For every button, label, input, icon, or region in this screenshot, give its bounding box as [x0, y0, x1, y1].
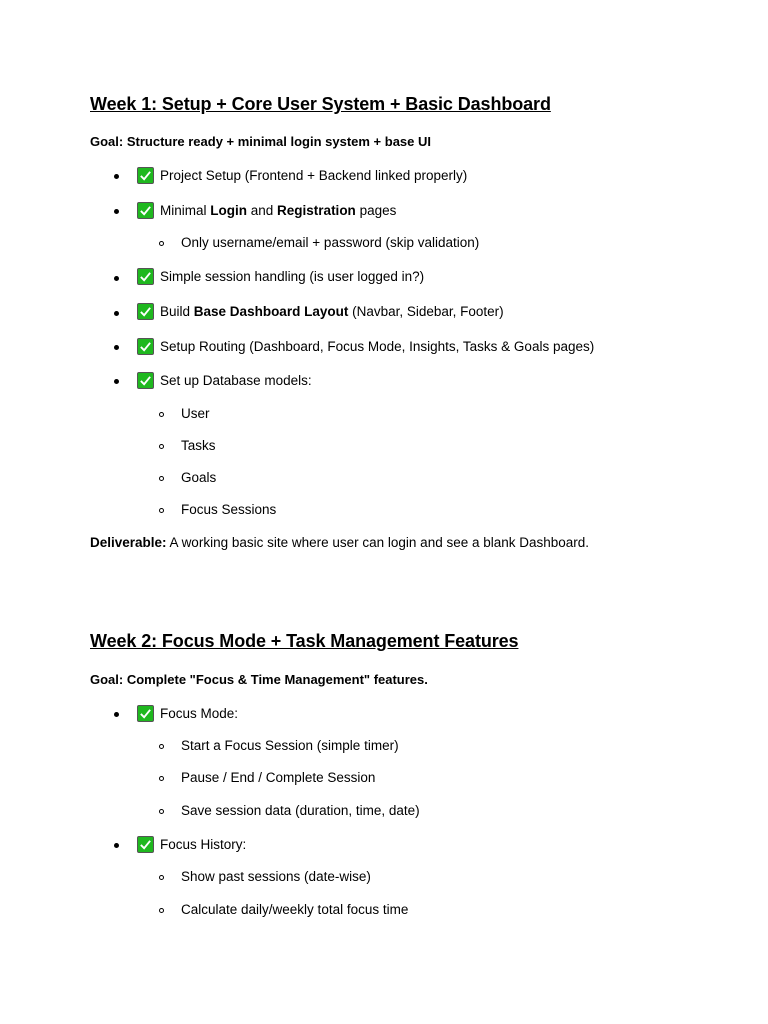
sub-item-model: Goals: [181, 470, 217, 485]
text-bold: Base Dashboard Layout: [193, 304, 349, 319]
text-bold: Login: [210, 203, 248, 218]
text: Minimal: [160, 203, 211, 218]
bullet: [114, 843, 119, 848]
sub-bullet: [159, 444, 164, 449]
item-session: Simple session handling (is user logged in?): [160, 269, 425, 284]
sub-item-focus-history: Show past sessions (date-wise): [181, 869, 371, 884]
bullet: [114, 311, 119, 316]
sub-item-focus-history: Calculate daily/weekly total focus time: [181, 902, 409, 917]
text: pages: [355, 203, 397, 218]
bullet: [114, 209, 119, 214]
check-mark-icon: [137, 202, 154, 219]
bullet: [114, 712, 119, 717]
bullet: [114, 276, 119, 281]
sub-item-model: Focus Sessions: [181, 502, 277, 517]
item-database: Set up Database models:: [160, 373, 312, 388]
text: (Navbar, Sidebar, Footer): [348, 304, 504, 319]
text-bold: Registration: [277, 203, 356, 218]
check-mark-icon: [137, 167, 154, 184]
week1-deliverable: [90, 534, 589, 552]
sub-bullet: [159, 476, 164, 481]
week2-goal: Goal: Complete "Focus & Time Management" features.: [90, 672, 428, 687]
text: and: [247, 203, 278, 218]
check-mark-icon: [137, 705, 154, 722]
bullet: [114, 174, 119, 179]
sub-item-model: User: [181, 406, 210, 421]
sub-bullet: [159, 809, 164, 814]
sub-bullet: [159, 744, 164, 749]
deliverable-text: A working basic site where user can login and see a blank Dashboard.: [166, 535, 590, 550]
check-mark-icon: [137, 372, 154, 389]
week2-heading: Week 2: Focus Mode + Task Management Features: [90, 631, 519, 651]
sub-item-focus-mode: Pause / End / Complete Session: [181, 770, 376, 785]
item-project-setup: Project Setup (Frontend + Backend linked properly): [160, 168, 468, 183]
sub-item-login: Only username/email + password (skip validation): [181, 235, 480, 250]
sub-bullet: [159, 241, 164, 246]
week1-heading: Week 1: Setup + Core User System + Basic Dashboard: [90, 94, 551, 114]
sub-item-focus-mode: Start a Focus Session (simple timer): [181, 738, 399, 753]
item-build-layout: [160, 303, 504, 321]
item-focus-history: Focus History:: [160, 837, 247, 852]
bullet: [114, 345, 119, 350]
sub-bullet: [159, 776, 164, 781]
sub-bullet: [159, 875, 164, 880]
item-focus-mode: Focus Mode:: [160, 706, 239, 721]
check-mark-icon: [137, 268, 154, 285]
week1-goal: Goal: Structure ready + minimal login system + base UI: [90, 134, 432, 149]
text: Build: [160, 304, 194, 319]
bullet: [114, 379, 119, 384]
check-mark-icon: [137, 338, 154, 355]
sub-item-focus-mode: Save session data (duration, time, date): [181, 803, 420, 818]
sub-bullet: [159, 908, 164, 913]
sub-item-model: Tasks: [181, 438, 216, 453]
sub-bullet: [159, 412, 164, 417]
check-mark-icon: [137, 303, 154, 320]
item-routing: Setup Routing (Dashboard, Focus Mode, Insights, Tasks & Goals pages): [160, 339, 595, 354]
item-login-registration: [160, 202, 396, 220]
sub-bullet: [159, 508, 164, 513]
deliverable-label: Deliverable:: [90, 535, 167, 550]
check-mark-icon: [137, 836, 154, 853]
